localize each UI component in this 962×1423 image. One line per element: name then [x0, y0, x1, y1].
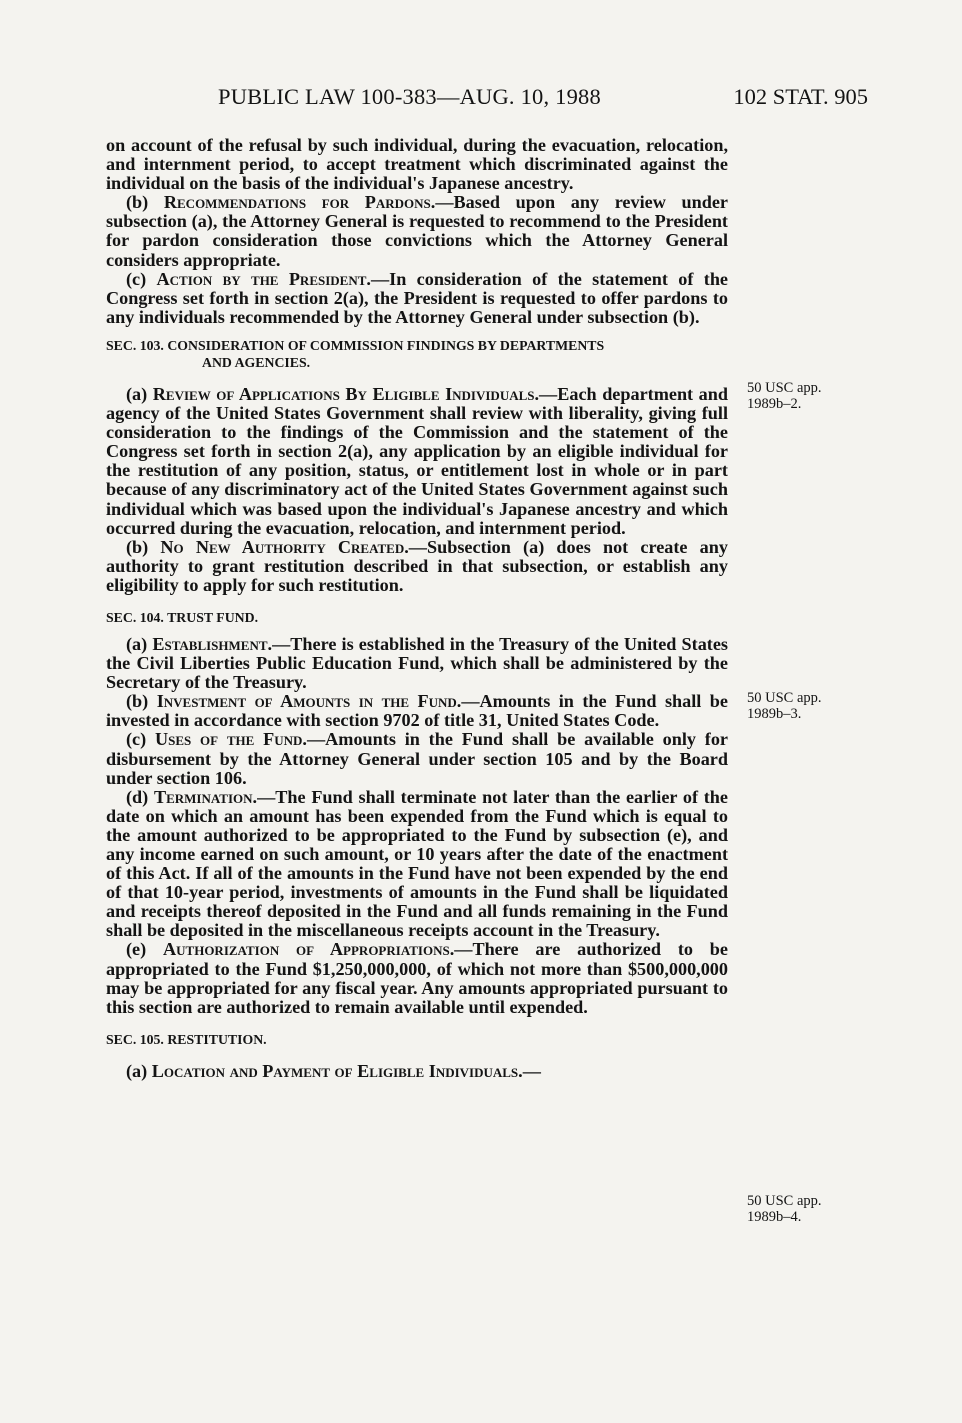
continued-paragraph: on account of the refusal by such individual, during the evacuation, relocation, and internment period, to accept treatment which discriminated against the individual on the basis of the individual's Japanese ancestry. — [106, 135, 728, 194]
paragraph-104-a — [106, 635, 728, 692]
statute-page-number: 102 STAT. 905 — [733, 84, 868, 109]
paragraph-103-b — [106, 538, 728, 595]
subsection-heading: Establishment. — [152, 633, 273, 654]
subsection-text: —Amounts in the Fund shall be invested in accordance with section 9702 of title 31, United States Code. — [106, 691, 728, 731]
subsection-heading: Authorization of Appropriations. — [163, 939, 455, 960]
subsection-heading: Investment of Amounts in the Fund. — [156, 691, 462, 712]
page-header — [106, 84, 868, 118]
subsection-text: —Each department and agency of the United States Government shall review with liberality, giving full consideration to the findings of the Commission and the statement of the Congress set forth in section 2(a), any application by an eligible individual for the restitution of any position, status, or entitlement lost in whole or in part because of any discriminatory act of the United States Government against such individual which was based upon the individual's Japanese ancestry and which occurred during the evacuation, relocation, and internment period. — [106, 383, 728, 538]
subsection-number: (c) — [126, 268, 157, 289]
margin-note-sec-104: 50 USC app. 1989b–3. — [747, 690, 822, 722]
subsection-text: — — [522, 1060, 541, 1081]
subsection-text: —Subsection (a) does not create any authority to grant restitution described in that subsection, or establish any eligibility to apply for such restitution. — [106, 536, 728, 595]
subsection-heading: No New Authority Created. — [160, 536, 409, 557]
document-body — [106, 136, 728, 1081]
subsection-heading: Recommendations for Pardons. — [163, 192, 436, 213]
paragraph-102-c — [106, 270, 728, 327]
subsection-number: (b) — [126, 192, 164, 213]
subsection-number: (b) — [126, 691, 157, 712]
subsection-number: (a) — [126, 633, 153, 654]
subsection-number: (d) — [126, 786, 154, 807]
subsection-number: (e) — [126, 939, 164, 960]
paragraph-103-a — [106, 385, 728, 538]
subsection-text: —The Fund shall terminate not later than the earlier of the date on which an amount has been expended from the Fund which is equal to the amount authorized to be appropriated to the Fund by subsection (e), and any income earned on such amount, or 10 years after the date of the enactment of this Act. If all of the amounts in the Fund have not been expended by the end of that 10-year period, investments of amounts in the Fund shall be liquidated and receipts thereof deposited in the Fund and all funds remaining in the Fund shall be deposited in the miscellaneous receipts account in the Treasury. — [106, 786, 728, 941]
header-title: PUBLIC LAW 100-383—AUG. 10, 1988 — [218, 84, 601, 109]
paragraph-104-c — [106, 730, 728, 787]
subsection-heading: Action by the President. — [156, 268, 371, 289]
margin-note-sec-103: 50 USC app. 1989b–2. — [747, 380, 822, 412]
paragraph-105-a — [106, 1062, 728, 1081]
subsection-number: (a) — [126, 1060, 152, 1081]
margin-note-sec-105: 50 USC app. 1989b–4. — [747, 1193, 822, 1225]
subsection-number: (a) — [126, 383, 153, 404]
subsection-text: —Based upon any review under subsection (a), the Attorney General is requested to recommend to the President for pardon consideration those convictions which the Attorney General considers appropriate. — [106, 192, 728, 270]
subsection-heading: Termination. — [153, 786, 258, 807]
section-105-heading: SEC. 105. RESTITUTION. — [106, 1031, 267, 1047]
paragraph-102-b — [106, 193, 728, 269]
paragraph-104-e — [106, 940, 728, 1016]
subsection-number: (b) — [126, 536, 161, 557]
subsection-heading: Review of Applications By Eligible Individuals. — [152, 383, 540, 404]
subsection-heading: Uses of the Fund. — [154, 729, 307, 750]
subsection-text: —In consideration of the statement of the Congress set forth in section 2(a), the President is requested to offer pardons to any individuals recommended by the Attorney General under subsection (b). — [106, 268, 729, 327]
paragraph-104-b — [106, 692, 728, 730]
section-104-heading: SEC. 104. TRUST FUND. — [106, 609, 259, 625]
subsection-heading: Location and Payment of Eligible Individuals. — [151, 1060, 523, 1081]
section-103-heading: SEC. 103. CONSIDERATION OF COMMISSION FINDINGS BY DEPARTMENTS AND AGENCIES. — [106, 337, 605, 370]
subsection-text: —There are authorized to be appropriated to the Fund $1,250,000,000, of which not more than $500,000,000 may be appropriated for any fiscal year. Any amounts appropriated pursuant to this section are authorized to remain available until expended. — [106, 939, 728, 1017]
subsection-number: (c) — [126, 729, 155, 750]
subsection-text: —Amounts in the Fund shall be available only for disbursement by the Attorney General under section 105 and by the Board under section 106. — [106, 729, 729, 788]
paragraph-104-d — [106, 788, 728, 941]
subsection-text: —There is established in the Treasury of the United States the Civil Liberties Public Education Fund, which shall be administered by the Secretary of the Treasury. — [106, 633, 728, 693]
